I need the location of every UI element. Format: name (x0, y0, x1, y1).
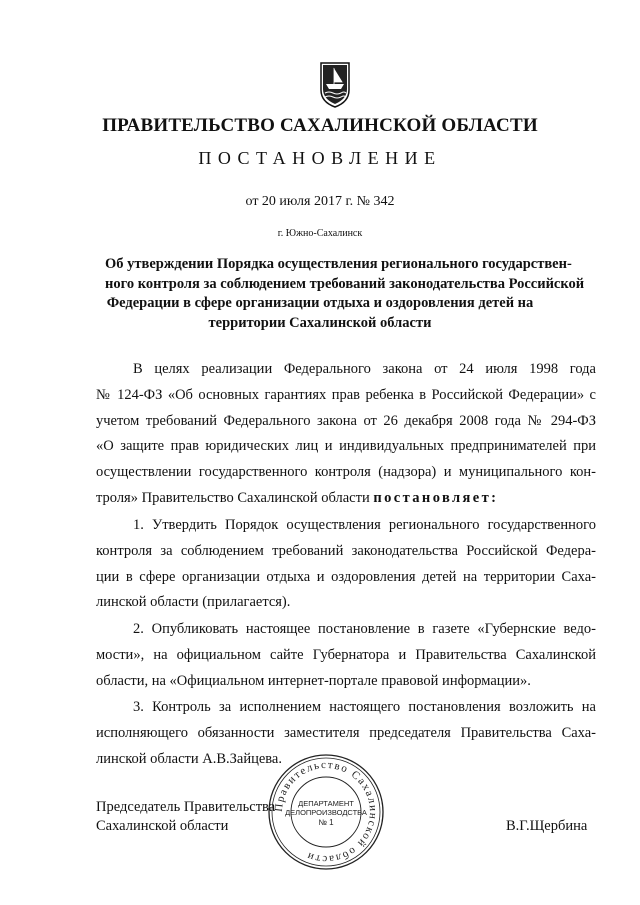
paragraph-line: линской области А.В.Зайцева. (96, 750, 282, 767)
signatory-position (96, 798, 275, 836)
paragraph-line: 1. Утвердить Порядок осуществления регионального государственного (133, 517, 596, 533)
paragraph-line: контроля за соблюдением требований законодательства Российской Федера- (96, 542, 596, 559)
paragraph-line: № 124-ФЗ «Об основных гарантиях прав ребенка в Российской Федерации» с (96, 386, 596, 403)
stamp-ring-text: Правительство Сахалинской области (272, 758, 380, 866)
paragraph-line: области, на «Официальном интернет-портале правовой информации». (96, 672, 531, 689)
paragraph-line: 3. Контроль за исполнением настоящего постановления возложить на (133, 699, 596, 715)
signatory-position-line: Сахалинской области (96, 818, 229, 834)
resolution-item-1 (96, 513, 596, 616)
paragraph-line: «О защите прав юридических лиц и индивидуальных предпринимателей при (96, 438, 596, 455)
document-city: г. Южно-Сахалинск (277, 228, 363, 239)
subject-line: территории Сахалинской области (208, 314, 432, 331)
government-title: ПРАВИТЕЛЬСТВО САХАЛИНСКОЙ ОБЛАСТИ (102, 115, 538, 136)
stamp-center-line: ДЕЛОПРОИЗВОДСТВА (285, 808, 367, 817)
document-subject (105, 255, 585, 333)
resolution-item-2 (96, 617, 596, 694)
paragraph-line: исполняющего обязанности заместителя председателя Правительства Саха- (96, 724, 596, 741)
paragraph-line: В целях реализации Федерального закона от 24 июля 1998 года (133, 361, 596, 377)
subject-line: Об утверждении Порядка осуществления регионального государствен- (105, 256, 572, 272)
subject-line: Федерации в сфере организации отдыха и оздоровления детей на (106, 295, 534, 311)
signatory-position-line: Председатель Правительства (96, 799, 276, 815)
paragraph-line (96, 486, 596, 512)
official-stamp (266, 752, 386, 872)
stamp-center-line: № 1 (318, 818, 334, 827)
preamble-paragraph (96, 357, 596, 512)
signatory-name: В.Г.Щербина (506, 818, 588, 834)
document-date-number: от 20 июля 2017 г. № 342 (245, 194, 395, 209)
paragraph-line: осуществлении государственного контроля (надзора) и муниципального кон- (96, 464, 596, 481)
paragraph-line-text: троля» Правительство Сахалинской области (96, 489, 374, 506)
paragraph-line: учетом требований Федерального закона от 26 декабря 2008 года № 294-ФЗ (96, 412, 596, 429)
subject-line: ного контроля за соблюдением требований законодательства Российской (105, 275, 585, 292)
paragraph-line: мости», на официальном сайте Губернатора и Правительства Сахалинской (96, 646, 596, 663)
document-type: ПОСТАНОВЛЕНИЕ (198, 148, 442, 168)
resolves-word: постановляет: (373, 489, 499, 506)
paragraph-line: 2. Опубликовать настоящее постановление в газете «Губернские ведо- (133, 621, 596, 637)
stamp-center-line: ДЕПАРТАМЕНТ (298, 799, 354, 808)
paragraph-line: ции в сфере организации отдыха и оздоровления детей на территории Саха- (96, 568, 596, 585)
paragraph-line: линской области (прилагается). (96, 594, 291, 611)
sakhalin-coat-of-arms-icon (320, 62, 350, 108)
